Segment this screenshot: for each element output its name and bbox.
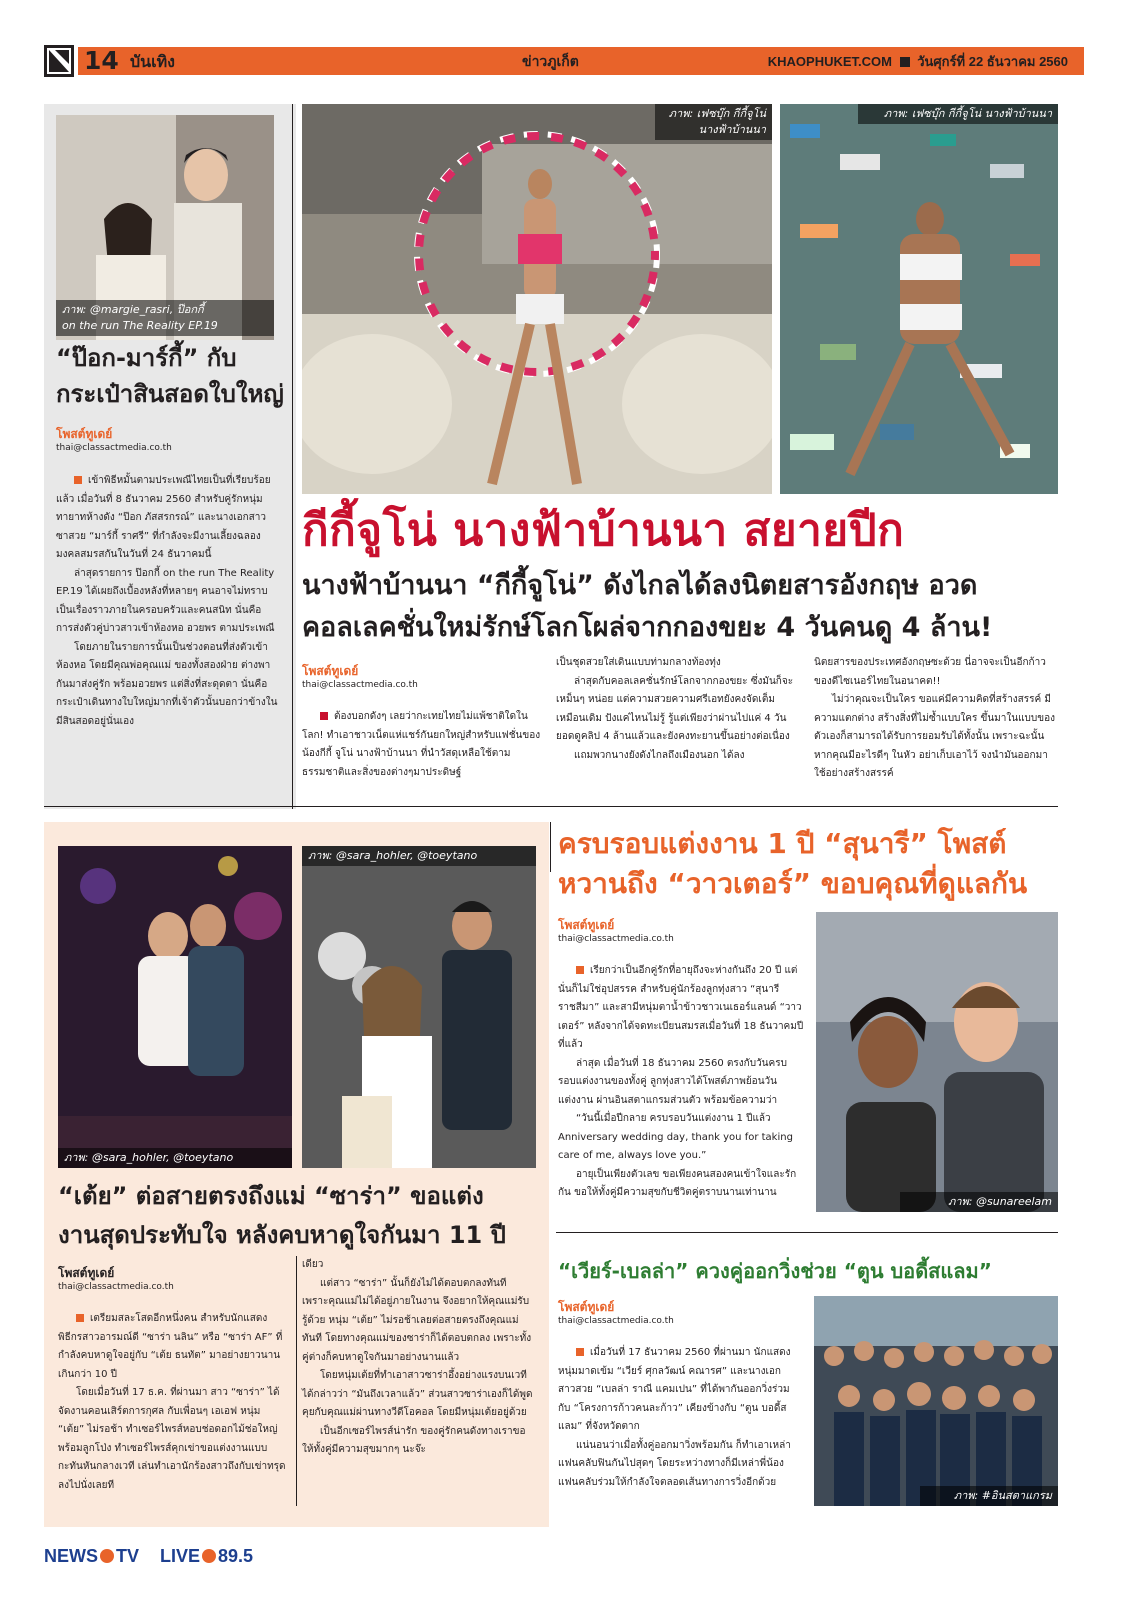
paper-logo	[522, 51, 579, 73]
header-right	[768, 51, 1068, 72]
toey-photo2-caption: ภาพ: @sara_hohler, @toeytano	[302, 846, 536, 866]
paragraph: ต้องบอกดังๆ เลยว่ากะเทยไทยไม่แพ้ชาติใดในโลก! ทำเอาชาวเน็ตแห่แชร์กันยกใหญ่สำหรับแฟชั่นของ น้องกีกี้ จูโน่ นางฟ้าบ้านนา ที่นำวัสดุเหลือใช้ตามธรรมชาติและสิ่งของต่างๆมาประดิษฐ์	[302, 711, 541, 778]
bullet-square-icon	[320, 712, 328, 720]
weir-headline: “เวียร์-เบลล่า” ควงคู่ออกวิ่งช่วย “ตูน บอดี้สแลม”	[558, 1259, 992, 1283]
gigi-cup-dress-photo	[302, 104, 772, 494]
live-radio-logo	[160, 1546, 253, 1567]
sidebar-byline: โพสต์ทูเดย์	[56, 427, 113, 441]
page-number: 14	[84, 46, 119, 75]
news-logo-text: NEWS	[44, 1546, 98, 1566]
paper-name: ข่าวภูเก็ต	[522, 54, 579, 70]
sunaree-body	[558, 962, 804, 1203]
logo-dot-icon	[100, 1549, 114, 1563]
paragraph: ล่าสุด เมื่อวันที่ 18 ธันวาคม 2560 ตรงกับวันครบรอบแต่งงานของทั้งคู่ ลูกทุ่งสาวได้โพสต์ภาพย้อนวันแต่งงาน ผ่านอินสตาแกรมส่วนตัว พร้อมข้อความว่า	[558, 1057, 787, 1106]
paragraph: เป็นอีกเซอร์ไพรส์น่ารัก ของคู่รักคนดังทางเราขอให้ทั้งคู่มีความสุขมากๆ นะจ๊ะ	[302, 1425, 526, 1455]
bullet-square-icon	[576, 1348, 584, 1356]
weir-bella-runners-photo	[814, 1296, 1058, 1506]
caption-line: ภาพ: @margie_rasri, ป๊อกกี้	[62, 303, 204, 316]
bullet-square-icon	[576, 966, 584, 974]
photo1-caption	[655, 104, 772, 140]
main-col3	[814, 654, 1058, 784]
logo-dot-icon	[202, 1549, 216, 1563]
paragraph: เตรียมสละโสดอีกหนึ่งคน สำหรับนักแสดงพิธีกรสาวอารมณ์ดี “ซาร่า นลิน” หรือ “ซาร่า AF” ที่กำลังคบหาดูใจอยู่กับ “เต้ย ธนทัต” มาอย่างยาวนานเกินกว่า 10 ปี	[58, 1313, 283, 1380]
sunaree-byline: โพสต์ทูเดย์	[558, 918, 615, 932]
caption-line: ภาพ: เฟซบุ๊ก กีกี้จูโน่	[668, 107, 766, 120]
sunaree-headline-line1: ครบรอบแต่งงาน 1 ปี “สุนารี” โพสต์	[558, 827, 1007, 860]
headline-line: “ป๊อก-มาร์กี้” กับ	[56, 344, 237, 372]
toey-photo1-caption: ภาพ: @sara_hohler, @toeytano	[58, 1148, 292, 1168]
photo2-caption: ภาพ: เฟซบุ๊ก กีกี้จูโน่ นางฟ้าบ้านนา	[858, 104, 1058, 124]
paragraph: นิตยสารของประเทศอังกฤษซะด้วย นี่อาจจะเป็นอีกก้าวของดีไซเนอร์ไทยในอนาคต!!	[814, 657, 1046, 687]
weir-byline: โพสต์ทูเดย์	[558, 1300, 615, 1314]
column-divider	[550, 822, 551, 872]
toey-col1	[58, 1310, 286, 1495]
sunaree-headline-line2: หวานถึง “วาวเตอร์” ขอบคุณที่ดูแลกัน	[558, 867, 1028, 900]
paragraph: เรียกว่าเป็นอีกคู่รักที่อายุถึงจะห่างกันถึง 20 ปี แต่นั่นก็ไม่ใช่อุปสรรค สำหรับคู่นักร้องลูกทุ่งสาว “สุนารี ราชสีมา” และสามีหนุ่มตาน้ำข้าวชาวเนเธอร์แลนด์ “วาวเตอร์” หลังจากได้จดทะเบียนสมรสเมื่อวันที่ 18 ธันวาคมปีที่แล้ว	[558, 965, 804, 1050]
gigi-trash-pile-photo	[780, 104, 1058, 494]
toey-email: thai@classactmedia.co.th	[58, 1282, 174, 1292]
paragraph: “วันนี้เมื่อปีกลาย ครบรอบวันแต่งงาน 1 ปีแล้ว Anniversary wedding day, thank you for taking care of me, always love you.”	[558, 1113, 793, 1161]
paragraph: ล่าสุดกับคอลเลคชั่นรักษ์โลกจากกองขยะ ซึ่งมันก็จะเหม็นๆ หน่อย แต่ความสวยความศรีเอทยังคงจัดเต็มเหมือนเดิม ปังแค่ไหนไม่รู้ รู้แต่เพียงว่าผ่านไปแค่ 4 วันยอดดูคลิป 4 ล้านแล้วและยังคงทะยานขึ้นอย่างต่อเนื่อง	[556, 675, 794, 742]
weir-photo-caption: ภาพ: #อินสตาแกรม	[920, 1486, 1058, 1506]
headline-line: กระเป๋าสินสอดใบใหญ่	[56, 380, 284, 408]
column-divider	[296, 1256, 297, 1506]
weir-email: thai@classactmedia.co.th	[558, 1316, 674, 1326]
story-divider	[556, 1232, 1058, 1233]
caption-line: on the run The Reality EP.19	[62, 319, 218, 332]
toey-proposal-photo	[302, 846, 536, 1168]
paragraph: โดยเมื่อวันที่ 17 ธ.ค. ที่ผ่านมา สาว “ซาร่า” ได้จัดงานคอนเสิร์ตการกุศล กับเพื่อนๆ เอเอฟ หนุ่ม “เต้ย” ไม่รอช้า ทำเซอร์ไพรส์หอบช่อดอกไม้ช่อใหญ่ พร้อมลูกโป่ง ทำเซอร์ไพรส์คุกเข่าขอแต่งงานแบบกะทันหันกลางเวที เล่นทำเอานักร้องสาวถึงกับเข่าทรุดลงไปนั่งเลยที	[58, 1387, 286, 1491]
sidebar-body	[56, 472, 278, 731]
paragraph: ล่าสุดรายการ ป๊อกกี้ on the run The Reality EP.19 ได้เผยถึงเบื้องหลังที่หลายๆ คนอาจไม่ทราบ เป็นเรื่องราวภายในครอบครัวและคนสนิท นั่นคือการส่งตัวคู่บ่าวสาวเข้าห้องหอ อวยพร ตามประเพณี	[56, 567, 275, 634]
main-headline: กีกี้จูโน่ นางฟ้าบ้านนา สยายปีก	[302, 505, 905, 556]
main-byline: โพสต์ทูเดย์	[302, 664, 359, 678]
paragraph: แถมพวกนางยังดังไกลถึงเมืองนอก ได้ลง	[574, 749, 745, 761]
tv-logo-text: TV	[116, 1546, 140, 1566]
sunaree-wouter-photo	[816, 912, 1058, 1212]
paragraph: อายุเป็นเพียงตัวเลข ขอเพียงคนสองคนเข้าใจและรักกัน ขอให้ทั้งคู่มีความสุขกับชีวิตคู่ตราบนานเท่านาน	[558, 1168, 797, 1198]
section-divider	[44, 806, 1058, 807]
issue-date: วันศุกร์ที่ 22 ธันวาคม 2560	[917, 54, 1068, 69]
sidebar-email: thai@classactmedia.co.th	[56, 443, 172, 453]
toey-headline-line2: งานสุดประทับใจ หลังคบหาดูใจกันมา 11 ปี	[58, 1221, 506, 1249]
paragraph: เข้าพิธีหมั้นตามประเพณีไทยเป็นที่เรียบร้อยแล้ว เมื่อวันที่ 8 ธันวาคม 2560 สำหรับคู่รักหนุ่มทายาทห้างดัง “ป๊อก ภัสสรกรณ์” และนางเอกสาวซาสวย “มาร์กี้ ราศรี” ที่กำลังจะมีงานเลี้ยงฉลองมงคลสมรสกันในวันที่ 24 ธันวาคมนี้	[56, 475, 271, 560]
main-email: thai@classactmedia.co.th	[302, 680, 418, 690]
caption-line: นางฟ้าบ้านนา	[698, 123, 766, 136]
main-col2	[556, 654, 796, 765]
live-logo-text: LIVE	[160, 1546, 201, 1566]
toey-sara-stage-photo	[58, 846, 292, 1168]
main-subhead-line1: นางฟ้าบ้านนา “กีกี้จูโน่” ดังไกลได้ลงนิตยสารอังกฤษ อวด	[302, 570, 978, 601]
margie-photo-caption	[56, 300, 274, 336]
news-tv-logo	[44, 1546, 139, 1567]
bullet-square-icon	[74, 476, 82, 484]
paragraph: แน่นอนว่าเมื่อทั้งคู่ออกมาวิ่งพร้อมกัน ก็ทำเอาเหล่าแฟนคลับฟินกันไปสุดๆ โดยระหว่างทางก็มีเหล่าพี่น้อง แฟนคลับร่วมให้กำลังใจตลอดเส้นทางการวิ่งอีกด้วย	[558, 1439, 791, 1488]
paragraph: ไม่ว่าคุณจะเป็นใคร ขอแค่มีความคิดที่สร้างสรรค์ มีความแตกต่าง สร้างสิ่งที่ไม่ซ้ำแบบใคร ขึ้นมาในแบบของตัวเองก็สามารถได้รับการยอมรับได้ทั้งนั้น เพราะฉะนั้นหากคุณมีอะไรดีๆ ในหัว อย่าเก็บเอาไว้ จงนำมันออกมาใช้อย่างสร้างสรรค์	[814, 694, 1055, 779]
sunaree-photo-caption: ภาพ: @sunareelam	[900, 1192, 1058, 1212]
main-col1	[302, 708, 542, 782]
section-title: บันเทิง	[130, 52, 175, 71]
bullet-square-icon	[76, 1314, 84, 1322]
paragraph: เดียว	[302, 1259, 324, 1270]
section-arrow-icon	[44, 45, 74, 77]
paragraph: โดยภายในรายการนั้นเป็นช่วงตอนที่ส่งตัวเข้าห้องหอ โดยมีคุณพ่อคุณแม่ ของทั้งสองฝ่าย ต่างพากันมาส่งคู่รัก พร้อมอวยพร แต่สิ่งที่สะดุดตา นั่นคือกระเป๋าเดินทางใบใหญ่มากที่เจ้าตัวนั้นบอกว่าข้างในมีสินสอดอยู่นั่นเอง	[56, 641, 278, 727]
separator-square-icon	[900, 57, 910, 67]
toey-headline-line1: “เต้ย” ต่อสายตรงถึงแม่ “ซาร่า” ขอแต่ง	[58, 1182, 484, 1210]
radio-frequency: 89.5	[218, 1546, 254, 1566]
toey-byline: โพสต์ทูเดย์	[58, 1266, 115, 1280]
sunaree-email: thai@classactmedia.co.th	[558, 934, 674, 944]
column-divider	[292, 104, 293, 809]
main-subhead-line2: คอลเลคชั่นใหม่รักษ์โลกโผล่จากกองขยะ 4 วันคนดู 4 ล้าน!	[302, 612, 993, 643]
site-name: KHAOPHUKET.COM	[767, 54, 892, 69]
paragraph: เมื่อวันที่ 17 ธันวาคม 2560 ที่ผ่านมา นักแสดงหนุ่มมาดเข้ม “เวียร์ ศุกลวัฒน์ คณารศ” และนางเอกสาวสวย “เบลล่า ราณี แคมเปน” ที่ได้พากันออกวิ่งร่วมกับ “โครงการก้าวคนละก้าว” เคียงข้างกับ “ตูน บอดี้สแลม” ที่จังหวัดตาก	[558, 1347, 791, 1432]
paragraph: โดยหนุ่มเต้ยที่ทำเอาสาวซาร่าอึ้งอย่างแรงบนเวทีได้กล่าวว่า “มันถึงเวลาแล้ว” ส่วนสาวซาร่าเองก็ได้พูดคุยกับคุณแม่ผ่านทางวีดีโอคอล โดยมีหนุ่มเต้ยอยู่ด้วย	[302, 1370, 533, 1418]
sidebar-headline	[56, 340, 286, 412]
paragraph: เป็นชุดสวยใส่เดินแบบท่ามกลางท้องทุ่ง	[556, 657, 721, 668]
toey-col2	[302, 1256, 534, 1460]
weir-body	[558, 1344, 798, 1492]
paragraph: แต่สาว “ซาร่า” นั้นก็ยังไม่ได้ตอบตกลงทันที เพราะคุณแม่ไม่ได้อยู่ภายในงาน จึงอยากให้คุณแม่รับรู้ด้วย หนุ่ม “เต้ย” ไม่รอช้าเลยต่อสายตรงถึงคุณแม่ทันที โดยทางคุณแม่ของซาร่าก็ได้ตอบตกลง เพราะทั้งคู่ต่างก็คบหาดูใจกันมาอย่างนานแล้ว	[302, 1277, 532, 1363]
